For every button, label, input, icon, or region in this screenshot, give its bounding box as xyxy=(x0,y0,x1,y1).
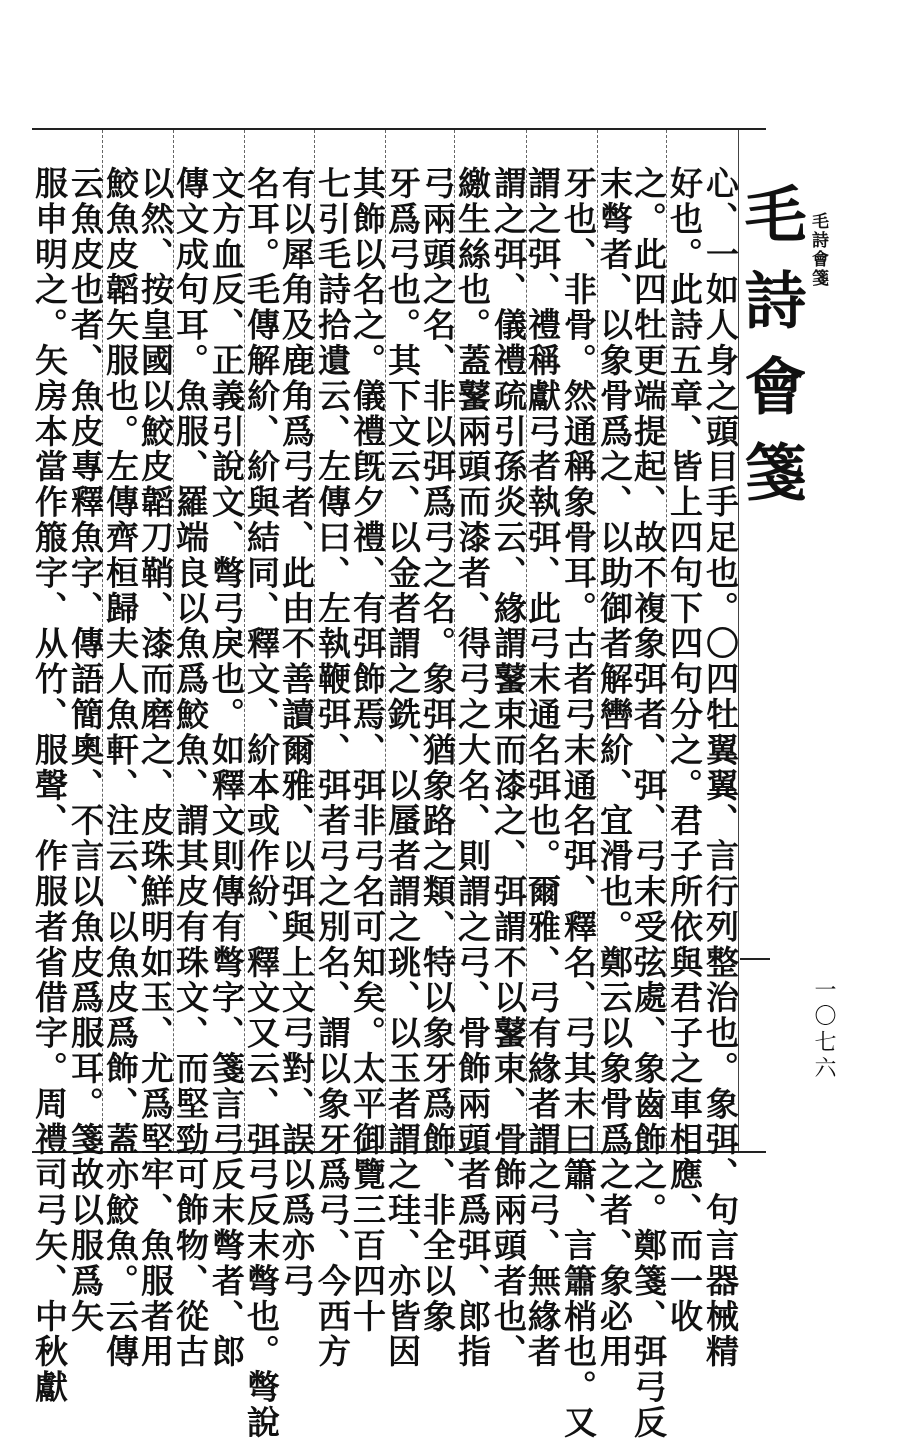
text-column: 傳文成句耳。魚服、羅端良以魚爲鮫魚、謂其皮有珠文、而堅勁可飾物、從古 xyxy=(171,166,210,1370)
page-number: 一〇七六 xyxy=(811,978,836,1082)
text-column: 末彆者、以象骨爲之、以助御者解轡紒、宜滑也。鄭云以象骨爲之者、象必用 xyxy=(595,166,634,1370)
text-column: 牙也、非骨。然通稱象骨耳。古者弓末通名弭、釋名、弓其末曰簫、言簫梢也。又 xyxy=(559,166,598,1440)
text-column: 牙爲弓也。其下文云、以金者謂之銑、以蜃者謂之珧、以玉者謂之珪、亦皆因 xyxy=(383,166,422,1370)
text-column: 服申明之。矢房本當作箙字、从竹、服聲、作服者省借字。周禮司弓矢、中秋獻 xyxy=(30,166,69,1405)
text-column: 鮫魚皮韜矢服也。左傳齊桓歸夫人魚軒、注云、以魚皮爲飾、蓋亦鮫魚。云傳 xyxy=(101,166,140,1370)
text-column: 之。此四牡更端提起、故不複象弭者、弭、弓末受弦處、象齒飾之。鄭箋、弭弓反 xyxy=(629,166,668,1440)
text-column: 繳生絲也。蓋鼜兩頭而漆者、得弓之大名、則謂之弓、骨飾兩頭者爲弭、郎指 xyxy=(453,166,492,1370)
running-head: 毛詩會箋 xyxy=(808,212,828,288)
text-column: 以然、按皇國以鮫皮韜刀鞘、漆而磨之、皮珠鮮明如玉、尤爲堅牢、魚服者用 xyxy=(136,166,175,1370)
text-column: 謂之弭、儀禮疏引孫炎云、緣謂鼜束而漆之、弭謂不以鼜束、骨飾兩頭者也、 xyxy=(489,166,528,1370)
banner-title: 毛詩會箋 xyxy=(734,182,807,526)
text-column: 好也。此詩五章、皆上四句下四句分之。君子所依與君子之車相應、而一收 xyxy=(665,166,704,1335)
text-frame xyxy=(30,128,766,1440)
text-column: 其飾以名之。儀禮旣夕禮、有弭飾焉、弭非弓名可知矣。太平御覽三百四十 xyxy=(348,166,387,1335)
text-column: 心、一如人身之頭目手足也。〇四牡翼翼、言行列整治也。象弭、句言器械精 xyxy=(701,166,740,1370)
text-column: 七引毛詩拾遺云、左傳曰、左執鞭弭、弭者弓之別名、謂以象牙爲弓、今西方 xyxy=(313,166,352,1370)
text-column: 謂之弭、禮稱獻弓者執弭、此弓末通名弭也。爾雅、弓有緣者謂之弓、無緣者 xyxy=(523,166,562,1370)
text-column: 文方血反、正義引說文、彆弓戾也。如釋文則傳有彆字、箋言弓反末彆者、郎 xyxy=(207,166,246,1370)
text-column: 有以犀角及鹿角爲弓者、此由不善讀爾雅、以弭與上文弓對、誤以爲亦弓 xyxy=(277,166,316,1299)
text-column: 弓兩頭之名、非以弭爲弓之名。象弭猶象路之類、特以象牙爲飾、非全以象 xyxy=(418,166,457,1335)
text-column: 名耳。毛傳解紒、紒與結同、釋文、紒本或作紛、釋文又云、弭弓反末彆也。彆說 xyxy=(242,166,281,1440)
text-column: 云魚皮也者、魚皮專釋魚字、傳語簡奧、不言以魚皮爲服耳。箋故以服爲矢 xyxy=(66,166,105,1335)
